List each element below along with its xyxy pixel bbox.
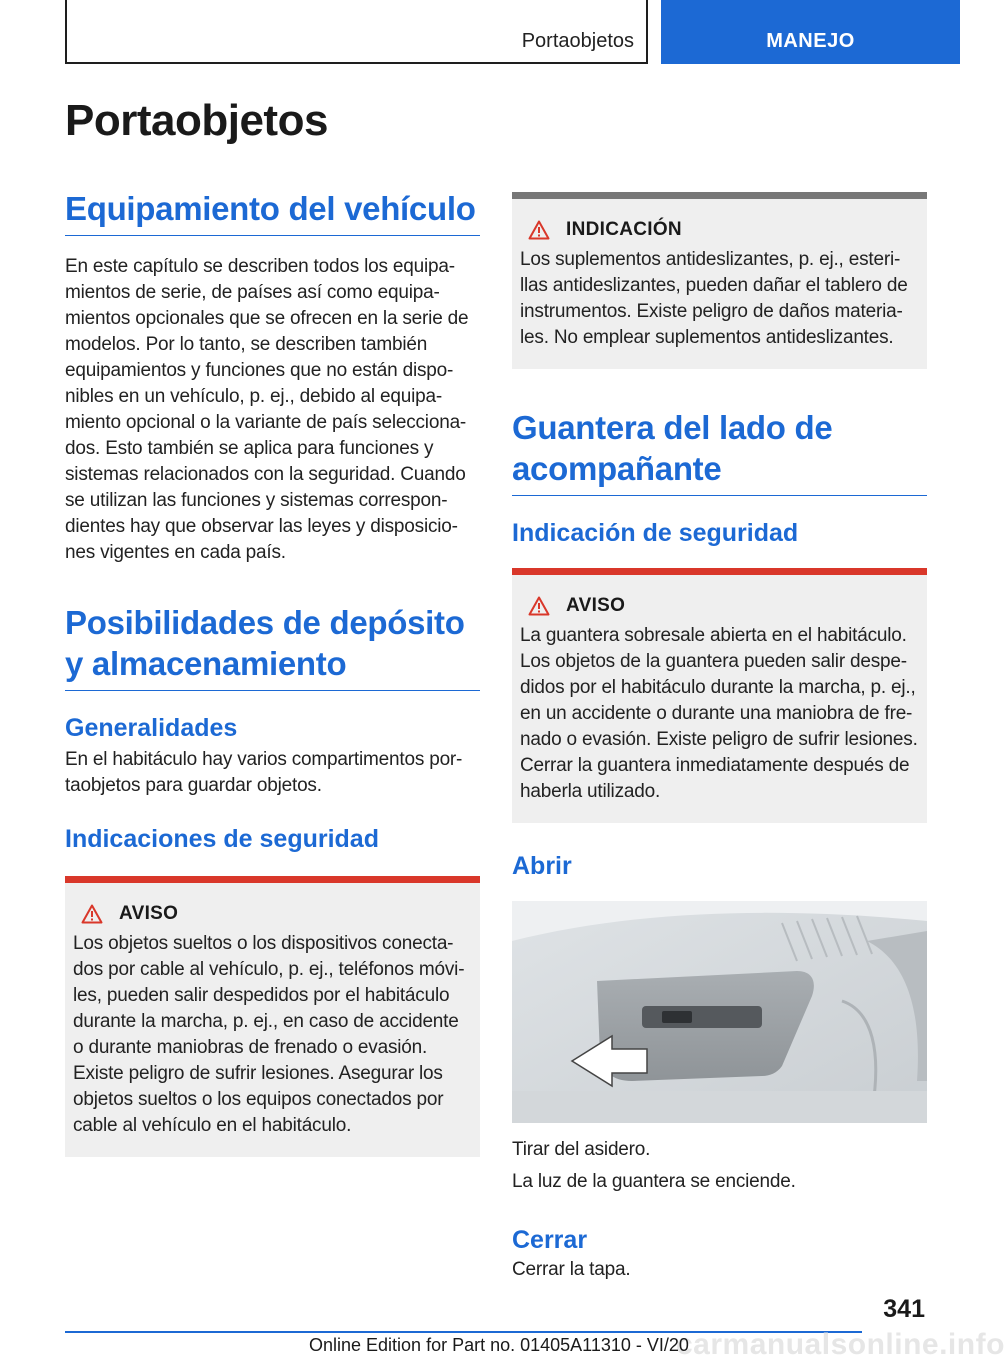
- footer-watermark: carmanualsonline.info: [676, 1328, 1005, 1361]
- equipamiento-paragraph: En este capítulo se describen todos los equipa-mientos de serie, de países así como equipa-mientos opcionales que se ofrecen en la serie de modelos. Por lo tanto, se describen también equipamientos y funciones que no están dispo-nibles en un vehículo, p. ej., debido al equipa-miento opcional o la variante de país selecciona-dos. Esto también se aplica para funciones y sistemas relacionados con la seguridad. Cuando se utilizan las funciones y sistemas correspon-dientes hay que observar las leyes y disposicio-nes vigentes en cada país.: [65, 256, 469, 563]
- cerrar-paragraph: Cerrar la tapa.: [512, 1259, 631, 1280]
- page-number: 341: [883, 1295, 925, 1323]
- warning-text: La guantera sobresale abierta en el habitáculo. Los objetos de la guantera pueden salir despe-didos por el habitáculo durante la marcha, p. ej., en un accidente o durante una maniobra de fre-nado o evasión. Existe peligro de sufrir lesiones. Cerrar la guantera inmediatamente después de haberla utilizado.: [520, 625, 918, 802]
- section-title-guantera: Guantera del lado de acompañante: [512, 407, 927, 496]
- note-box-suplementos: [512, 192, 927, 369]
- page-title: Portaobjetos: [65, 96, 328, 145]
- header-section-box: [65, 0, 648, 64]
- abrir-step-1: Tirar del asidero.: [512, 1139, 651, 1160]
- subsection-title-indicacion-seguridad: Indicación de seguridad: [512, 519, 799, 547]
- warning-title: AVISO: [119, 903, 179, 924]
- subsection-title-abrir: Abrir: [512, 852, 572, 880]
- warning-triangle-icon: [528, 220, 550, 240]
- section-title-posibilidades: Posibilidades de depósito y almacenamiento: [65, 602, 480, 691]
- header-section-title: Portaobjetos: [521, 30, 634, 52]
- glovebox-photo: [512, 901, 927, 1123]
- subsection-title-cerrar: Cerrar: [512, 1226, 588, 1254]
- warning-text: Los objetos sueltos o los dispositivos conecta-dos por cable al vehículo, p. ej., teléfonos móvi-les, pueden salir despedidos por el habitáculo durante la marcha, p. ej., en caso de accidente o durante maniobras de frenado o evasión. Existe peligro de sufrir lesiones. Asegurar los objetos sueltos o los equipos conectados por cable al vehículo en el habitáculo.: [73, 933, 465, 1136]
- note-text: Los suplementos antideslizantes, p. ej., esteri-llas antideslizantes, pueden dañar el tablero de instrumentos. Existe peligro de daños materia-les. No emplear suplementos antideslizantes.: [520, 249, 908, 348]
- footer-edition-text: Online Edition for Part no. 01405A11310 - VI/20: [309, 1335, 689, 1355]
- warning-triangle-icon: [528, 596, 550, 616]
- warning-box-guantera: [512, 568, 927, 823]
- warning-box-objetos-sueltos: [65, 876, 480, 1157]
- subsection-title-indicaciones: Indicaciones de seguridad: [65, 825, 379, 853]
- warning-triangle-icon: [81, 904, 103, 924]
- generalidades-paragraph: En el habitáculo hay varios compartimentos por-taobjetos para guardar objetos.: [65, 749, 463, 796]
- warning-box-head: [528, 595, 919, 617]
- note-title: INDICACIÓN: [566, 219, 682, 240]
- abrir-step-2: La luz de la guantera se enciende.: [512, 1171, 796, 1192]
- subsection-title-generalidades: Generalidades: [65, 714, 238, 742]
- right-column: [512, 192, 927, 1283]
- note-box-head: [528, 219, 919, 241]
- header-chapter-tab: MANEJO: [661, 0, 960, 64]
- left-column: [65, 188, 480, 1157]
- section-title-equipamiento: Equipamiento del vehículo: [65, 188, 480, 236]
- warning-title: AVISO: [566, 595, 626, 616]
- warning-box-head: [81, 903, 472, 925]
